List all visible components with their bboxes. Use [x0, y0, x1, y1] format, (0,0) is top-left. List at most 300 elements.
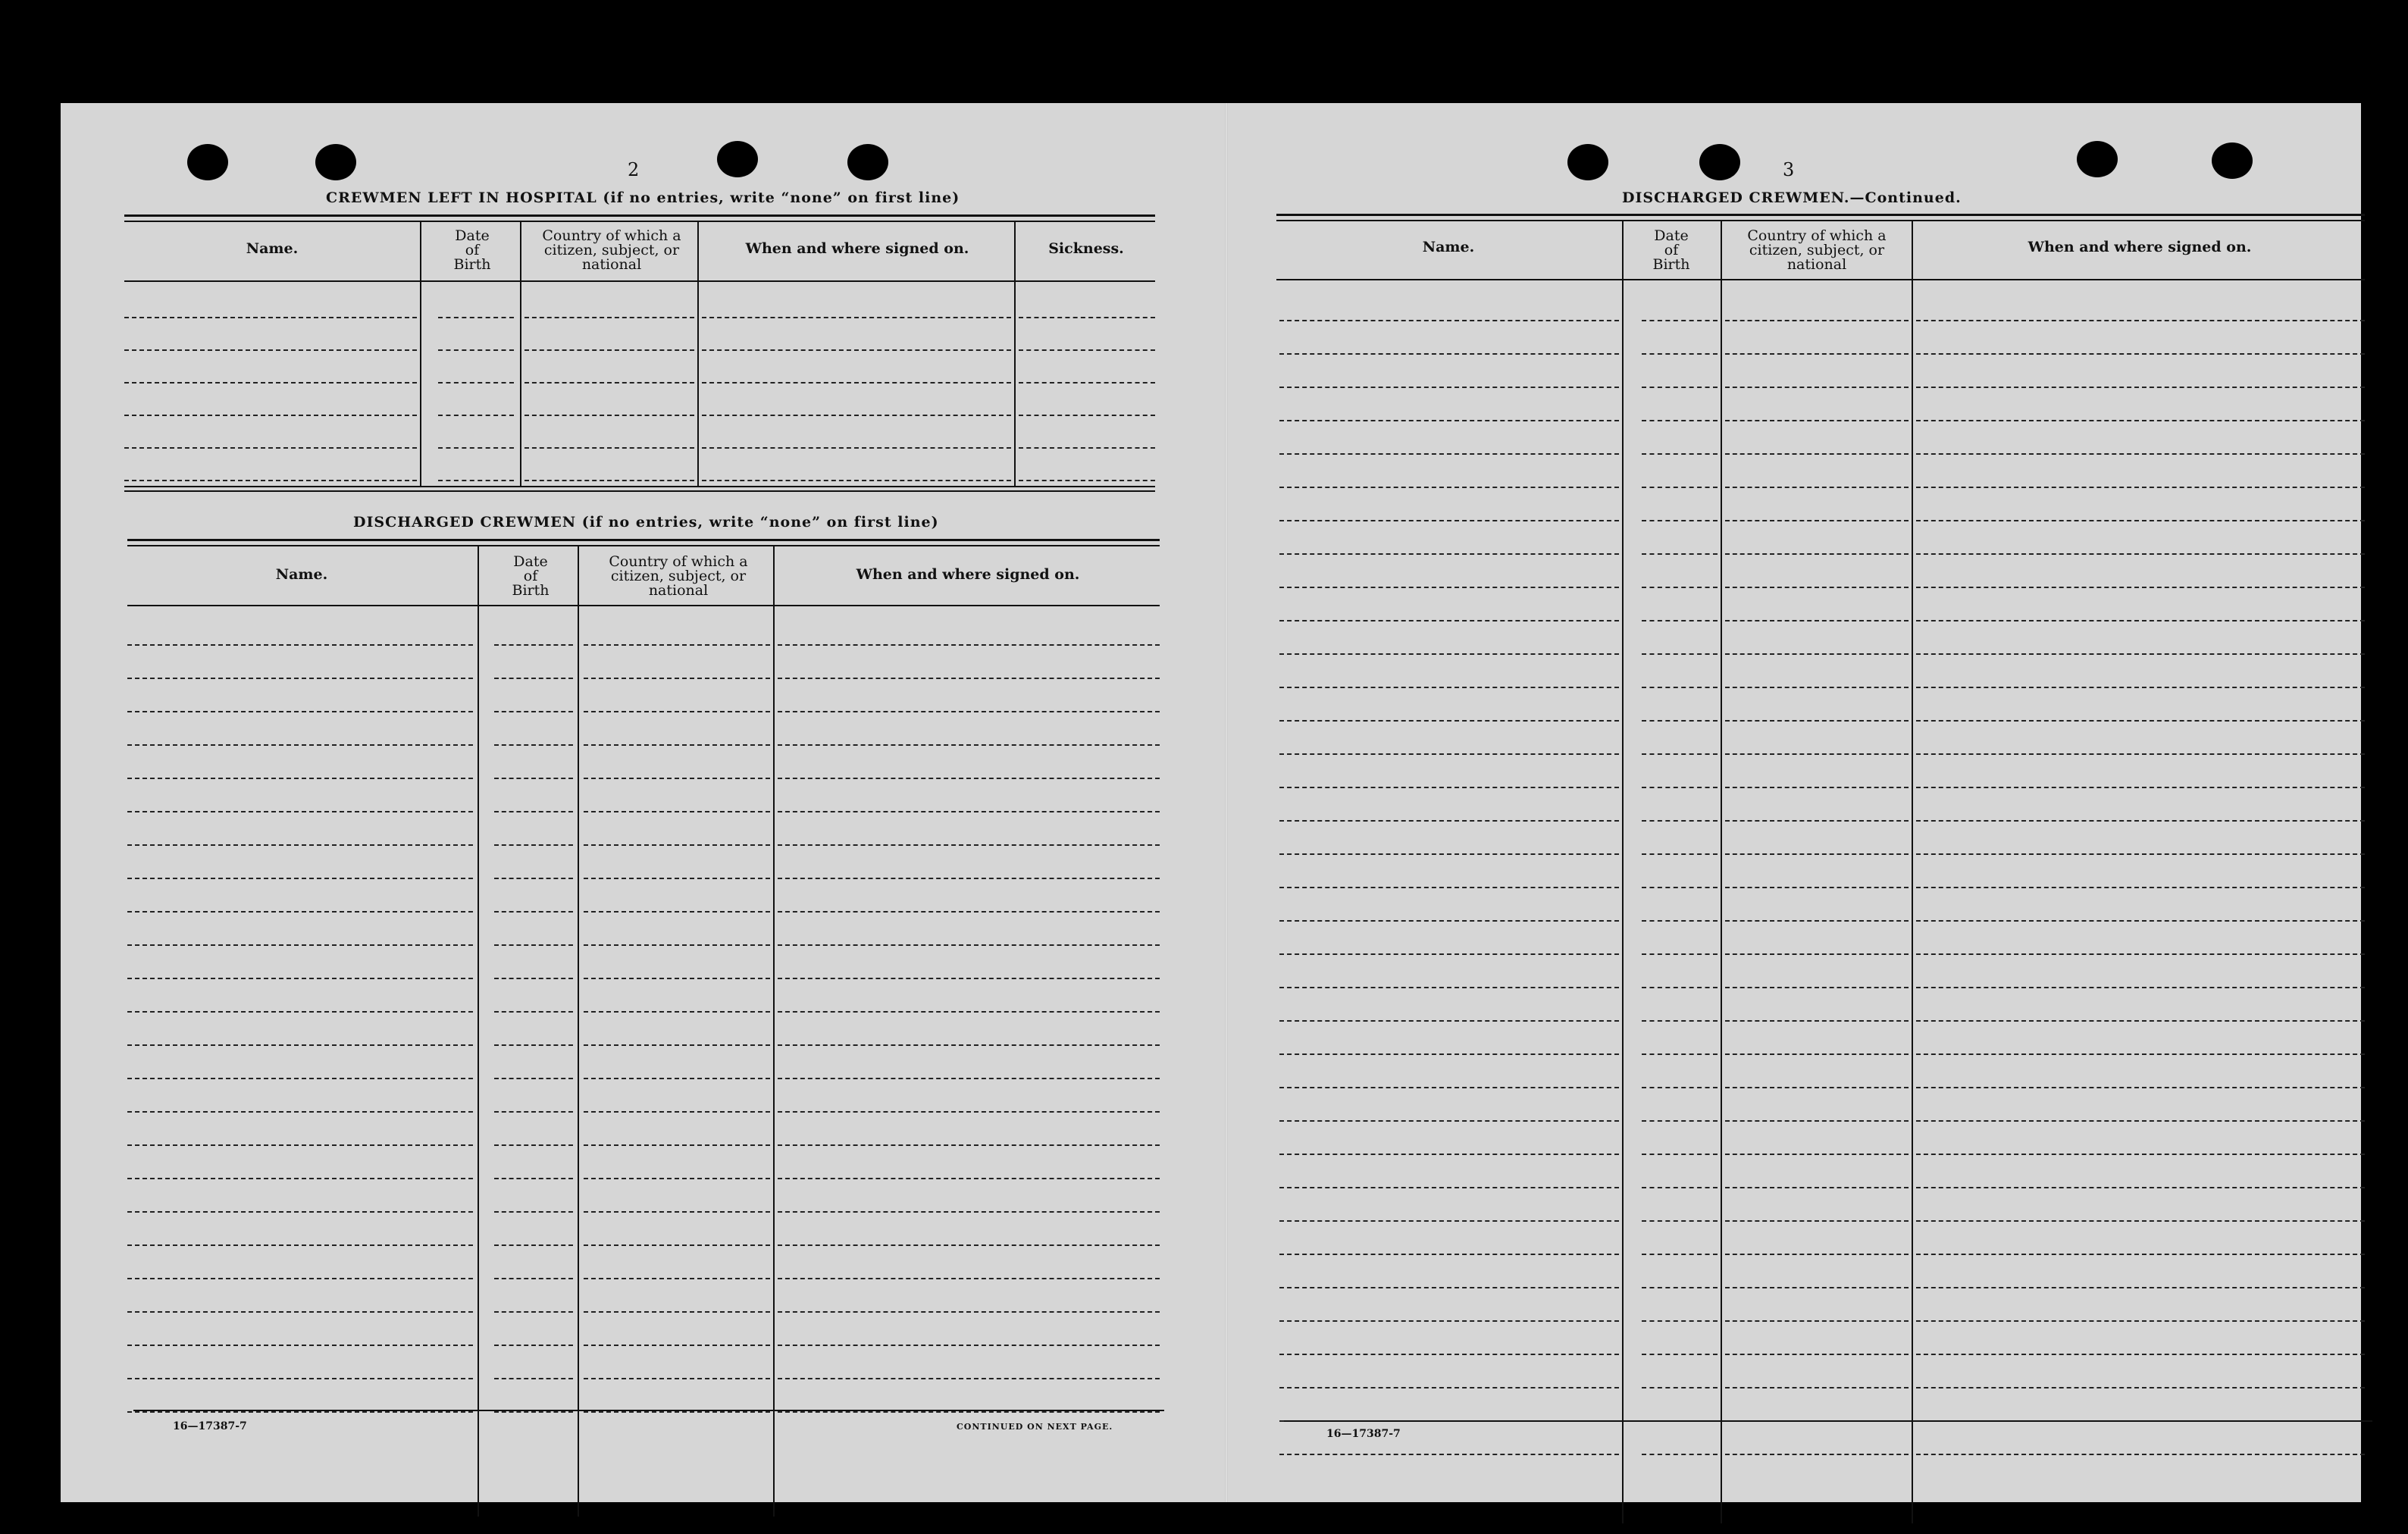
entry-line[interactable] — [494, 911, 573, 913]
entry-line[interactable] — [127, 1211, 473, 1213]
entry-line[interactable] — [584, 844, 770, 846]
entry-line[interactable] — [124, 480, 417, 481]
entry-line[interactable] — [1642, 820, 1718, 822]
entry-line[interactable] — [124, 317, 417, 318]
entry-line[interactable] — [1725, 520, 1909, 521]
entry-line[interactable] — [1279, 487, 1619, 488]
entry-line[interactable] — [1916, 853, 2365, 855]
entry-line[interactable] — [778, 1378, 1160, 1379]
entry-line[interactable] — [778, 778, 1160, 779]
entry-line[interactable] — [1279, 1454, 1619, 1455]
entry-line[interactable] — [1916, 653, 2365, 655]
entry-line[interactable] — [778, 678, 1160, 679]
entry-line[interactable] — [1725, 1254, 1909, 1255]
entry-line[interactable] — [1642, 887, 1718, 888]
entry-line[interactable] — [127, 844, 473, 846]
col-name: Name. — [1422, 239, 1475, 255]
entry-line[interactable] — [494, 1378, 573, 1379]
form-number-right: 16—17387-7 — [1326, 1428, 1401, 1440]
entry-line[interactable] — [1916, 1120, 2365, 1122]
entry-line[interactable] — [778, 944, 1160, 946]
entry-line[interactable] — [494, 1311, 573, 1313]
entry-line[interactable] — [778, 1278, 1160, 1279]
entry-line[interactable] — [494, 1111, 573, 1113]
entry-line[interactable] — [1642, 653, 1718, 655]
entry-line[interactable] — [1916, 587, 2365, 588]
entry-line[interactable] — [1279, 987, 1619, 988]
entry-line[interactable] — [1279, 1187, 1619, 1188]
entry-line[interactable] — [778, 1178, 1160, 1179]
entry-line[interactable] — [584, 1078, 770, 1079]
entry-line[interactable] — [702, 349, 1011, 351]
entry-line[interactable] — [1725, 420, 1909, 421]
entry-line[interactable] — [1916, 453, 2365, 455]
entry-line[interactable] — [778, 1211, 1160, 1213]
entry-line[interactable] — [127, 1345, 473, 1346]
entry-line[interactable] — [1019, 349, 1155, 351]
entry-line[interactable] — [778, 878, 1160, 879]
form-sheet — [61, 103, 2361, 1502]
entry-line[interactable] — [1279, 1220, 1619, 1222]
entry-line[interactable] — [778, 711, 1160, 712]
entry-line[interactable] — [778, 1111, 1160, 1113]
column-divider — [773, 546, 775, 1517]
entry-line[interactable] — [1725, 887, 1909, 888]
entry-line[interactable] — [778, 1044, 1160, 1046]
entry-line[interactable] — [1642, 1320, 1718, 1322]
entry-line[interactable] — [124, 382, 417, 384]
entry-line[interactable] — [1916, 1320, 2365, 1322]
entry-line[interactable] — [1642, 920, 1718, 922]
entry-line[interactable] — [1916, 1454, 2365, 1455]
entry-line[interactable] — [1725, 1454, 1909, 1455]
entry-line[interactable] — [1642, 687, 1718, 688]
entry-line[interactable] — [494, 1078, 573, 1079]
entry-line[interactable] — [494, 778, 573, 779]
entry-line[interactable] — [1725, 687, 1909, 688]
entry-line[interactable] — [1019, 447, 1155, 449]
entry-line[interactable] — [584, 1044, 770, 1046]
entry-line[interactable] — [124, 447, 417, 449]
entry-line[interactable] — [1725, 320, 1909, 321]
entry-line[interactable] — [702, 447, 1011, 449]
entry-line[interactable] — [778, 1244, 1160, 1246]
entry-line[interactable] — [1725, 753, 1909, 755]
entry-line[interactable] — [584, 944, 770, 946]
entry-line[interactable] — [1725, 1120, 1909, 1122]
entry-line[interactable] — [1642, 320, 1718, 321]
entry-line[interactable] — [124, 349, 417, 351]
entry-line[interactable] — [1642, 1154, 1718, 1155]
punch-hole — [2212, 142, 2253, 179]
entry-line[interactable] — [494, 1411, 573, 1413]
entry-line[interactable] — [1916, 1287, 2365, 1288]
entry-line[interactable] — [1642, 1120, 1718, 1122]
entry-line[interactable] — [494, 1244, 573, 1246]
entry-line[interactable] — [1642, 587, 1718, 588]
entry-line[interactable] — [127, 1044, 473, 1046]
entry-line[interactable] — [1019, 480, 1155, 481]
entry-line[interactable] — [1642, 1254, 1718, 1255]
entry-line[interactable] — [1916, 1020, 2365, 1022]
entry-line[interactable] — [524, 447, 694, 449]
entry-line[interactable] — [1279, 1053, 1619, 1055]
entry-line[interactable] — [1279, 753, 1619, 755]
column-divider — [1721, 221, 1722, 1523]
entry-line[interactable] — [584, 1211, 770, 1213]
entry-line[interactable] — [584, 1345, 770, 1346]
entry-line[interactable] — [1642, 1287, 1718, 1288]
entry-line[interactable] — [778, 1411, 1160, 1413]
entry-line[interactable] — [1725, 853, 1909, 855]
entry-line[interactable] — [1642, 620, 1718, 621]
entry-line[interactable] — [127, 678, 473, 679]
entry-line[interactable] — [584, 1144, 770, 1146]
entry-line[interactable] — [1642, 420, 1718, 421]
entry-line[interactable] — [1916, 920, 2365, 922]
entry-line[interactable] — [584, 1411, 770, 1413]
entry-line[interactable] — [1916, 520, 2365, 521]
entry-line[interactable] — [1725, 920, 1909, 922]
entry-line[interactable] — [494, 978, 573, 979]
entry-line[interactable] — [1642, 1187, 1718, 1188]
entry-line[interactable] — [494, 1211, 573, 1213]
entry-line[interactable] — [1279, 820, 1619, 822]
entry-line[interactable] — [494, 1011, 573, 1013]
column-divider — [1622, 221, 1624, 1523]
entry-line[interactable] — [127, 1011, 473, 1013]
entry-line[interactable] — [127, 1278, 473, 1279]
entry-line[interactable] — [1642, 853, 1718, 855]
entry-line[interactable] — [494, 711, 573, 712]
page-number-right: 3 — [1783, 159, 1795, 180]
entry-line[interactable] — [1916, 1154, 2365, 1155]
entry-line[interactable] — [584, 1111, 770, 1113]
entry-line[interactable] — [1279, 1387, 1619, 1388]
entry-line[interactable] — [1916, 1087, 2365, 1088]
punch-hole — [1699, 144, 1740, 180]
column-divider — [1912, 221, 1913, 1523]
entry-line[interactable] — [1279, 1287, 1619, 1288]
entry-line[interactable] — [1279, 787, 1619, 788]
entry-line[interactable] — [1725, 1320, 1909, 1322]
entry-line[interactable] — [778, 811, 1160, 812]
entry-line[interactable] — [1642, 1354, 1718, 1355]
entry-line[interactable] — [1725, 953, 1909, 955]
entry-line[interactable] — [524, 382, 694, 384]
entry-line[interactable] — [1916, 487, 2365, 488]
entry-line[interactable] — [494, 811, 573, 812]
entry-line[interactable] — [778, 1345, 1160, 1346]
entry-line[interactable] — [127, 1411, 473, 1413]
entry-line[interactable] — [1279, 1120, 1619, 1122]
entry-line[interactable] — [438, 415, 514, 416]
entry-line[interactable] — [1642, 953, 1718, 955]
entry-line[interactable] — [584, 978, 770, 979]
table-top-rule — [1276, 214, 2365, 216]
entry-line[interactable] — [1642, 753, 1718, 755]
col-date-of-birth: Date of Birth — [512, 553, 550, 599]
entry-line[interactable] — [438, 382, 514, 384]
entry-line[interactable] — [1279, 520, 1619, 521]
col-when-where: When and where signed on. — [2028, 239, 2252, 255]
entry-line[interactable] — [1279, 653, 1619, 655]
entry-line[interactable] — [778, 1144, 1160, 1146]
entry-line[interactable] — [1019, 415, 1155, 416]
entry-line[interactable] — [1642, 787, 1718, 788]
entry-line[interactable] — [1642, 1087, 1718, 1088]
entry-line[interactable] — [1725, 787, 1909, 788]
entry-line[interactable] — [1279, 453, 1619, 455]
entry-line[interactable] — [1725, 353, 1909, 355]
table-top-rule — [127, 545, 1160, 546]
entry-line[interactable] — [1916, 1354, 2365, 1355]
entry-line[interactable] — [778, 844, 1160, 846]
entry-line[interactable] — [1725, 553, 1909, 555]
entry-line[interactable] — [702, 382, 1011, 384]
entry-line[interactable] — [127, 1111, 473, 1113]
entry-line[interactable] — [1642, 453, 1718, 455]
entry-line[interactable] — [127, 644, 473, 646]
entry-line[interactable] — [1725, 987, 1909, 988]
table-bottom-rule — [1284, 1420, 2372, 1422]
entry-line[interactable] — [1725, 587, 1909, 588]
entry-line[interactable] — [1279, 1020, 1619, 1022]
entry-line[interactable] — [1916, 787, 2365, 788]
table-top-rule — [127, 539, 1160, 541]
entry-line[interactable] — [1642, 987, 1718, 988]
table-bottom-rule — [133, 1410, 1164, 1411]
entry-line[interactable] — [127, 878, 473, 879]
entry-line[interactable] — [1279, 587, 1619, 588]
entry-line[interactable] — [127, 1178, 473, 1179]
entry-line[interactable] — [1916, 720, 2365, 722]
entry-line[interactable] — [1725, 1020, 1909, 1022]
entry-line[interactable] — [1725, 1287, 1909, 1288]
entry-line[interactable] — [584, 1178, 770, 1179]
entry-line[interactable] — [778, 644, 1160, 646]
entry-line[interactable] — [1642, 1020, 1718, 1022]
entry-line[interactable] — [584, 1278, 770, 1279]
entry-line[interactable] — [1916, 953, 2365, 955]
entry-line[interactable] — [1916, 887, 2365, 888]
entry-line[interactable] — [1916, 420, 2365, 421]
entry-line[interactable] — [1916, 1387, 2365, 1388]
entry-line[interactable] — [1916, 320, 2365, 321]
entry-line[interactable] — [1642, 720, 1718, 722]
entry-line[interactable] — [1916, 387, 2365, 388]
entry-line[interactable] — [127, 1311, 473, 1313]
hospital-section-title: CREWMEN LEFT IN HOSPITAL (if no entries, write “none” on first line) — [326, 189, 960, 206]
entry-line[interactable] — [438, 480, 514, 481]
col-country: Country of which a citizen, subject, or national — [1747, 227, 1887, 273]
entry-line[interactable] — [1916, 753, 2365, 755]
header-rule — [127, 605, 1160, 606]
entry-line[interactable] — [494, 1345, 573, 1346]
entry-line[interactable] — [524, 415, 694, 416]
punch-hole — [1567, 144, 1608, 180]
entry-line[interactable] — [1725, 1154, 1909, 1155]
entry-line[interactable] — [1916, 1053, 2365, 1055]
entry-line[interactable] — [127, 978, 473, 979]
entry-line[interactable] — [494, 1278, 573, 1279]
page-number-left: 2 — [628, 159, 640, 180]
entry-line[interactable] — [584, 911, 770, 913]
entry-line[interactable] — [494, 1144, 573, 1146]
entry-line[interactable] — [524, 349, 694, 351]
entry-line[interactable] — [1279, 687, 1619, 688]
entry-line[interactable] — [1916, 353, 2365, 355]
entry-line[interactable] — [778, 1311, 1160, 1313]
entry-line[interactable] — [1725, 653, 1909, 655]
col-when-where: When and where signed on. — [856, 566, 1080, 583]
entry-line[interactable] — [1642, 1387, 1718, 1388]
entry-line[interactable] — [1725, 1354, 1909, 1355]
entry-line[interactable] — [584, 778, 770, 779]
page-fold — [1225, 103, 1228, 1502]
entry-line[interactable] — [438, 317, 514, 318]
header-rule — [124, 280, 1155, 282]
table-top-rule — [124, 221, 1155, 222]
entry-line[interactable] — [1916, 687, 2365, 688]
entry-line[interactable] — [1279, 887, 1619, 888]
punch-hole — [2077, 141, 2118, 177]
entry-line[interactable] — [1725, 1387, 1909, 1388]
entry-line[interactable] — [127, 1378, 473, 1379]
entry-line[interactable] — [778, 1078, 1160, 1079]
entry-line[interactable] — [778, 744, 1160, 746]
col-country: Country of which a citizen, subject, or national — [542, 227, 681, 273]
entry-line[interactable] — [494, 744, 573, 746]
punch-hole — [315, 144, 356, 180]
entry-line[interactable] — [584, 811, 770, 812]
entry-line[interactable] — [524, 317, 694, 318]
entry-line[interactable] — [584, 711, 770, 712]
entry-line[interactable] — [438, 447, 514, 449]
col-name: Name. — [246, 240, 299, 257]
entry-line[interactable] — [702, 480, 1011, 481]
entry-line[interactable] — [494, 1178, 573, 1179]
entry-line[interactable] — [1279, 553, 1619, 555]
entry-line[interactable] — [127, 944, 473, 946]
entry-line[interactable] — [1916, 553, 2365, 555]
entry-line[interactable] — [127, 911, 473, 913]
entry-line[interactable] — [1279, 1320, 1619, 1322]
col-date-of-birth: Date of Birth — [1652, 227, 1690, 273]
entry-line[interactable] — [1725, 620, 1909, 621]
entry-line[interactable] — [127, 711, 473, 712]
entry-line[interactable] — [1916, 620, 2365, 621]
entry-line[interactable] — [124, 415, 417, 416]
entry-line[interactable] — [778, 1011, 1160, 1013]
entry-line[interactable] — [1642, 1454, 1718, 1455]
entry-line[interactable] — [584, 878, 770, 879]
entry-line[interactable] — [702, 415, 1011, 416]
entry-line[interactable] — [584, 1311, 770, 1313]
col-sickness: Sickness. — [1048, 240, 1124, 257]
entry-line[interactable] — [494, 644, 573, 646]
entry-line[interactable] — [584, 1011, 770, 1013]
entry-line[interactable] — [1279, 1087, 1619, 1088]
header-rule — [1276, 279, 2365, 280]
entry-line[interactable] — [1279, 353, 1619, 355]
entry-line[interactable] — [1642, 553, 1718, 555]
entry-line[interactable] — [127, 778, 473, 779]
entry-line[interactable] — [1725, 720, 1909, 722]
entry-line[interactable] — [1725, 820, 1909, 822]
entry-line[interactable] — [1642, 1053, 1718, 1055]
entry-line[interactable] — [1916, 820, 2365, 822]
entry-line[interactable] — [1279, 387, 1619, 388]
entry-line[interactable] — [438, 349, 514, 351]
discharged-continued-title: DISCHARGED CREWMEN.—Continued. — [1622, 189, 1962, 206]
entry-line[interactable] — [127, 811, 473, 812]
entry-line[interactable] — [494, 944, 573, 946]
entry-line[interactable] — [778, 911, 1160, 913]
entry-line[interactable] — [524, 480, 694, 481]
entry-line[interactable] — [1279, 1354, 1619, 1355]
punch-hole — [717, 141, 758, 177]
entry-line[interactable] — [494, 878, 573, 879]
entry-line[interactable] — [127, 1244, 473, 1246]
entry-line[interactable] — [1725, 1187, 1909, 1188]
entry-line[interactable] — [1725, 387, 1909, 388]
entry-line[interactable] — [1725, 1053, 1909, 1055]
entry-line[interactable] — [1279, 920, 1619, 922]
entry-line[interactable] — [584, 1244, 770, 1246]
entry-line[interactable] — [494, 844, 573, 846]
entry-line[interactable] — [1279, 420, 1619, 421]
entry-line[interactable] — [127, 744, 473, 746]
entry-line[interactable] — [1916, 1254, 2365, 1255]
entry-line[interactable] — [1916, 1187, 2365, 1188]
entry-line[interactable] — [584, 744, 770, 746]
entry-line[interactable] — [1279, 720, 1619, 722]
entry-line[interactable] — [1279, 953, 1619, 955]
punch-hole — [187, 144, 228, 180]
entry-line[interactable] — [1279, 1254, 1619, 1255]
entry-line[interactable] — [1725, 453, 1909, 455]
entry-line[interactable] — [584, 644, 770, 646]
entry-line[interactable] — [1642, 353, 1718, 355]
entry-line[interactable] — [702, 317, 1011, 318]
entry-line[interactable] — [778, 978, 1160, 979]
entry-line[interactable] — [1019, 382, 1155, 384]
entry-line[interactable] — [1019, 317, 1155, 318]
table-top-rule — [1276, 220, 2365, 221]
entry-line[interactable] — [584, 1378, 770, 1379]
entry-line[interactable] — [584, 678, 770, 679]
entry-line[interactable] — [1642, 1220, 1718, 1222]
entry-line[interactable] — [494, 1044, 573, 1046]
entry-line[interactable] — [1725, 1087, 1909, 1088]
entry-line[interactable] — [1916, 987, 2365, 988]
entry-line[interactable] — [127, 1078, 473, 1079]
entry-line[interactable] — [1725, 1220, 1909, 1222]
entry-line[interactable] — [1642, 387, 1718, 388]
entry-line[interactable] — [1642, 487, 1718, 488]
entry-line[interactable] — [1279, 320, 1619, 321]
entry-line[interactable] — [1642, 520, 1718, 521]
entry-line[interactable] — [127, 1144, 473, 1146]
entry-line[interactable] — [1725, 487, 1909, 488]
entry-line[interactable] — [1916, 1220, 2365, 1222]
entry-line[interactable] — [1279, 853, 1619, 855]
entry-line[interactable] — [494, 678, 573, 679]
entry-line[interactable] — [1279, 1154, 1619, 1155]
column-divider — [578, 546, 579, 1517]
entry-line[interactable] — [1279, 620, 1619, 621]
